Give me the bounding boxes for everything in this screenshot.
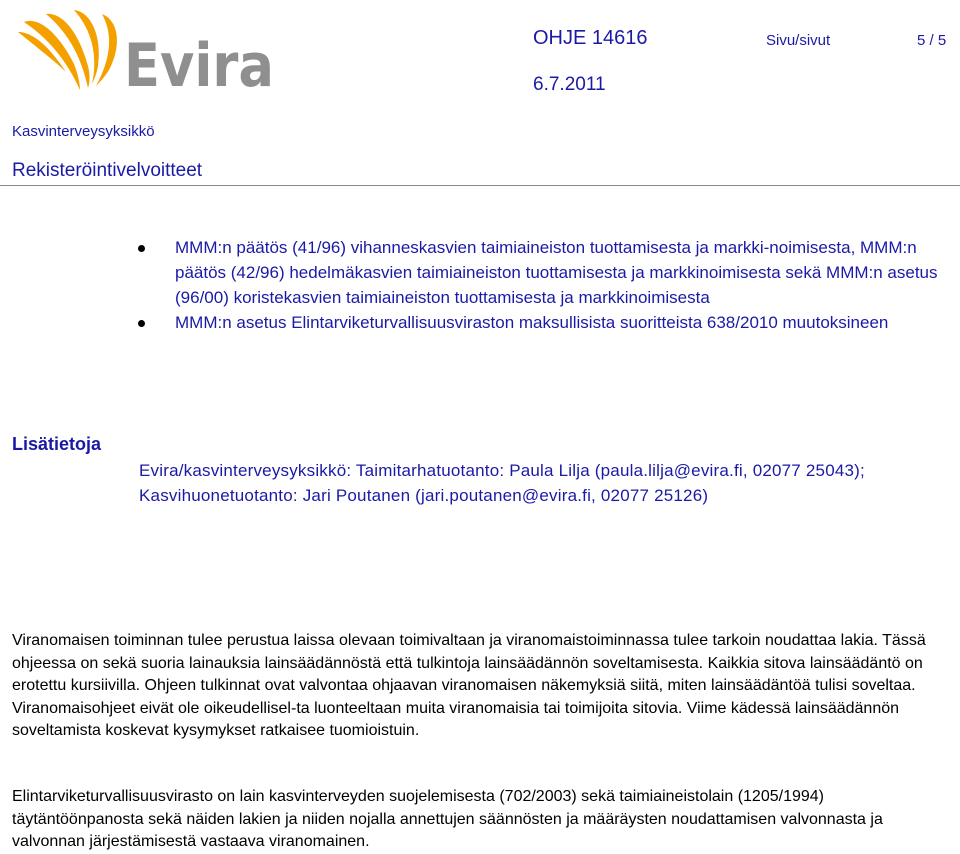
document-title: Rekisteröintivelvoitteet — [12, 160, 203, 181]
bullet-icon — [138, 320, 145, 327]
logo-wing-icon — [18, 10, 117, 90]
info-contacts: Evira/kasvinterveysyksikkö: Taimitarhatuotanto: Paula Lilja (paula.lilja@evira.fi, 02077 25043); Kasvihuonetuotanto: Jari Poutanen (jari.poutanen@evira.fi, 02077 25126) — [139, 461, 865, 505]
list-item-text: MMM:n päätös (41/96) vihanneskasvien taimiaineiston tuottamisesta ja markki-noimisesta, MMM:n päätös (42/96) hedelmäkasvien taimiaineiston tuottamisesta ja markkinoimisesta sekä MMM:n asetus (96/00) koristekasvien taimiaineiston tuottamisesta ja markkinoimisesta — [175, 238, 938, 307]
list-item — [138, 235, 938, 310]
regulation-list — [138, 235, 938, 335]
disclaimer-paragraph: Viranomaisen toiminnan tulee perustua laissa olevaan toimivaltaan ja viranomaistoiminnassa tulee tarkoin noudattaa lakia. Tässä ohjeessa on sekä suoria lainauksia lainsäädännöstä että tulkintoja lainsäädännön soveltamisesta. Kaikkia sitova lainsäädäntö on erotettu kursiivilla. Ohjeen tulkinnat ovat valvontaa ohjaavan viranomaisen näkemyksiä siitä, miten lainsäädäntöä tulisi soveltaa. Viranomaisohjeet eivät ole oikeudellisel-ta luonteeltaan muita viranomaisia tai toimijoita sitovia. Viime kädessä lainsäädännön soveltamista koskevat kysymykset ratkaisee tuomioistuin. — [12, 632, 926, 739]
bullet-icon — [138, 245, 145, 252]
header-divider — [0, 185, 960, 186]
authority-paragraph: Elintarviketurvallisuusvirasto on lain kasvinterveyden suojelemisesta (702/2003) sekä taimiaineistolain (1205/1994) täytäntöönpanosta sekä näiden lakien ja niiden nojalla annettujen säännösten ja määräysten noudattamisen valvonnasta ja valvonnan järjestämisestä vastaava viranomainen. — [12, 788, 883, 850]
list-item-text: MMM:n asetus Elintarviketurvallisuusviraston maksullisista suoritteista 638/2010 muutoksineen — [175, 313, 889, 332]
document-date: 6.7.2011 — [533, 74, 606, 95]
evira-logo — [18, 8, 278, 92]
logo-wordmark: Evira — [124, 31, 274, 92]
info-heading: Lisätietoja — [12, 434, 102, 454]
document-id: OHJE 14616 — [533, 27, 648, 49]
unit-name: Kasvinterveysyksikkö — [12, 123, 155, 140]
list-item — [138, 310, 938, 335]
page-label: Sivu/sivut — [766, 32, 831, 49]
page-number: 5 / 5 — [917, 32, 947, 49]
